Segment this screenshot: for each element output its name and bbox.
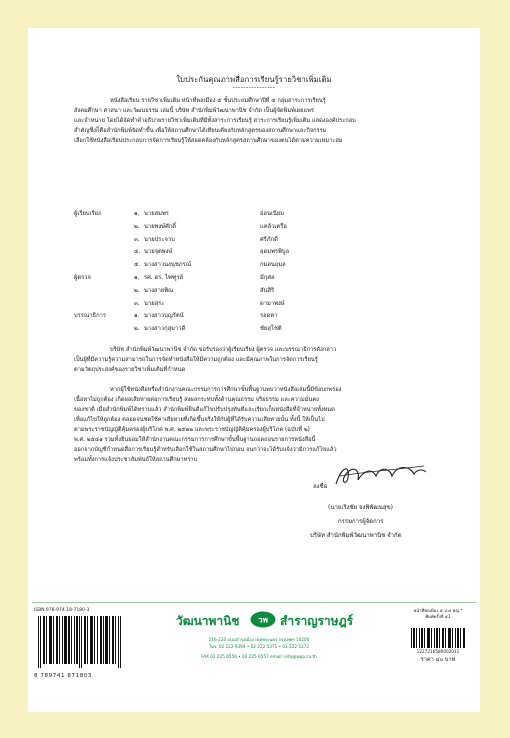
intro-line: เลือกใช้หนังสือเรียนประกอบการจัดการเรียนรู้ให้สอดคล้องกับหลักสูตรสถานศึกษาของตนได้ตามความเหมาะสม [74,138,343,144]
handwritten-signature [332,458,430,490]
intro-line: สังคมศึกษา ศาสนา และวัฒนธรรม เล่มนี้ บริษัท สำนักพิมพ์วัฒนาพานิช จำกัด เป็นผู้จัดพิมพ์เผยแพร่ [74,108,314,114]
contributor-name: นางสายพิณ [144,287,174,294]
contributor-row [74,285,450,298]
liability-line: ของชาติ เมื่อสำนักพิมพ์ได้ทราบแล้ว สำนักพิมพ์ยินดีแก้ไขปรับปรุงทันทีและเรียกเก็บหนังสือที่จำหน่ายทั้งหมด [74,407,335,413]
contributor-row [74,221,450,234]
contributor-row [74,323,450,336]
contributor-row [74,310,450,323]
contributor-name: นางสาวกุสุมาวดี [144,326,186,333]
contributor-surname: ชัยสุโชติ [260,326,282,333]
contributor-number: ๑. [134,274,140,281]
contributor-name: นายสมพร [144,211,169,217]
isbn-text: ISBN 978-974-18-7180-3 [34,608,90,613]
liability-line: ออกจากบัญชีกำหนดสื่อการเรียนรู้สำหรับเลือกใช้ในสถานศึกษาไปก่อน จนกว่าจะได้รับแจ้งว่ามีการแก้ไขแล้ว [74,447,337,453]
contributor-surname: ศรีภักดี [260,236,278,243]
contributor-name: นายประจวบ [144,236,175,243]
intro-line: และจำหน่าย โดยได้จัดทำคำอธิบายรายวิชาเพิ่มเติมที่มีทั้งสาระการเรียนรู้ สาระการเรียนรู้เพิ่มเติม แสดงองค์ประกอบ [74,118,356,124]
contributor-name: รศ. ดร. ไพฑูรย์ [144,274,184,281]
signer-position: กรรมการผู้จัดการ [338,518,384,525]
publisher-block [174,608,354,660]
signature-label: ลงชื่อ [313,483,328,490]
publisher-fax-email: FAX 02 225 6556 • 02 225 6557 email: info@wpp.co.th [201,654,317,659]
liability-line: เพื่อแก้ไขให้ถูกต้อง ตลอดจนชดใช้ค่าเสียหายที่เกิดขึ้นจริงให้กับผู้ที่ได้รับความเสียหายนั้น ทั้งนี้ ให้เป็นไป [74,417,325,423]
barcode-number: 8 789741 871803 [34,673,92,679]
publisher-phone: โทร. 02 222 9394 • 02 222 5371 • 02 222 5372 [208,644,310,649]
signer-name: (นายเริงชัย จงพิพัฒนสุข) [328,504,394,511]
document-page [28,28,480,712]
contributor-name: นายจุตพงษ์ [144,249,173,256]
contributor-name: นางสาวนงนุชภรณ์ [144,262,192,269]
price-block [400,608,476,664]
footer-divider [32,602,476,603]
contributor-surname: มีกุศล [260,274,275,281]
intro-paragraph [74,96,450,146]
publisher-name-left: วัฒนาพานิช [176,614,240,628]
contributor-list [74,208,450,336]
publisher-logo-text: วพ [258,615,268,625]
contributor-name: นางสาวบุญรัตน์ [144,313,184,320]
guarantee-line: ตามวัตถุประสงค์ของรายวิชาเพิ่มเติมที่กำหนด [74,367,186,373]
print-note: พิมพ์ครั้งที่ ๕1 [425,614,451,619]
contributor-name: นายพงษ์ศักดิ์ [144,223,177,230]
certificate-title: ใบประกันคุณภาพสื่อการเรียนรู้รายวิชาเพิ่มเติม [176,75,332,84]
liability-paragraph [74,385,450,465]
contributor-number: ๕. [134,262,141,269]
contributor-surname: แคล้วเครือ [260,223,287,230]
isbn-barcode-block [34,608,134,680]
intro-line: หนังสือเรียน รายวิชาเพิ่มเติม หน้าที่พลเมือง ๕ ชั้นประถมศึกษาปีที่ ๕ กลุ่มสาระการเรียนรู้ [110,98,326,104]
contributor-surname: กมลนฤมล [260,262,286,269]
contributor-row [74,234,450,247]
contributor-role: ผู้เรียบเรียง [74,211,101,217]
publisher-logo-row [174,608,354,630]
product-code: หน้าที่พลเมือง ๕ ป.๕ พญ.* [413,608,463,613]
contributor-surname: รอดตา [260,313,278,320]
liability-line: พร้อมทั้งการแจ้งประชาสัมพันธ์ให้สถานศึกษาทราบ [74,457,198,463]
contributor-surname: ดามาพงษ์ [260,300,285,307]
guarantee-paragraph [74,345,450,375]
ean-barcode-icon [34,616,126,668]
contributor-surname: อุดมพรพิบูล [260,249,290,256]
publisher-name-right: สำราญราษฎร์ [280,614,354,628]
liability-line: เนื้อหาไม่ถูกต้อง เกิดผลเสียหายต่อการเรียนรู้ ส่งผลกระทบทั้งด้านคุณธรรม จริยธรรม และความมั่นคง [74,397,319,403]
price-label: ราคา ๔๐ บาท [420,657,456,663]
contributor-number: ๓. [134,236,140,243]
contributor-role: ผู้ตรวจ [74,274,91,281]
title-divider: ---------------- [232,84,276,91]
contributor-row [74,298,450,311]
publisher-logo-icon [250,611,276,628]
contributor-number: ๒. [134,287,140,294]
contributor-surname: สันสิริ [260,287,275,294]
guarantee-line: บริษัท สำนักพิมพ์วัฒนาพานิช จำกัด ขอรับรองว่าผู้เรียบเรียง ผู้ตรวจ และบรรณาธิการดังกล่าว [110,347,337,353]
contributor-number: ๑. [134,211,140,217]
contributor-surname: อ่อนเนียม [260,211,285,217]
contributor-row [74,208,450,221]
guarantee-line: เป็นผู้ที่มีความรู้ความสามารถในการจัดทำหนังสือให้มีความถูกต้อง และมีคุณภาพในการจัดการเรียนรู้ [74,357,318,363]
liability-line: หากผู้ใช้หนังสือหรือสำนักงานคณะกรรมการการศึกษาขั้นพื้นฐานพบว่าหนังสือเล่มนี้มีข้อบกพร่อง [110,387,342,393]
signature-area [248,458,448,498]
publisher-address: 216-220 ถนนบำรุงเมือง เขตพระนคร กรุงเทพฯ 10200 [208,637,310,642]
contributor-number: ๔. [134,249,141,256]
contributor-number: ๒. [134,223,140,230]
intro-line: สำคัญซึ่งก็คือสำนักพิมพ์จัดทำขึ้น เพื่อให้สถานศึกษาได้เทียบเคียงกับหลักสูตรของสถานศึกษาและกิจกรรม [74,128,327,134]
small-barcode-number: 1227216580002011 [416,649,460,654]
contributor-number: ๒. [134,326,140,333]
contributor-number: ๑. [134,313,140,320]
contributor-role: บรรณาธิการ [74,313,106,320]
liability-line: พ.ศ. ๒๕๔๑ รวมทั้งยินยอมให้สำนักงานคณะกรรมการการศึกษาขั้นพื้นฐานถอดถอนรายการหนังสือนี้ [74,437,316,443]
liability-line: ตามพระราชบัญญัติคุ้มครองผู้บริโภค พ.ศ. ๒๕๒๒ และพระราชบัญญัติคุ้มครองผู้บริโภค (ฉบับที่ ๒) [74,427,310,433]
small-barcode-icon [409,628,467,648]
signer-details [310,502,488,544]
contributor-number: ๓. [134,300,140,307]
contributor-row [74,246,450,259]
signer-company: บริษัท สำนักพิมพ์วัฒนาพานิช จำกัด [310,532,402,539]
contributor-row [74,259,450,272]
contributor-name: นายสุระ [144,300,165,307]
contributor-row [74,272,450,285]
